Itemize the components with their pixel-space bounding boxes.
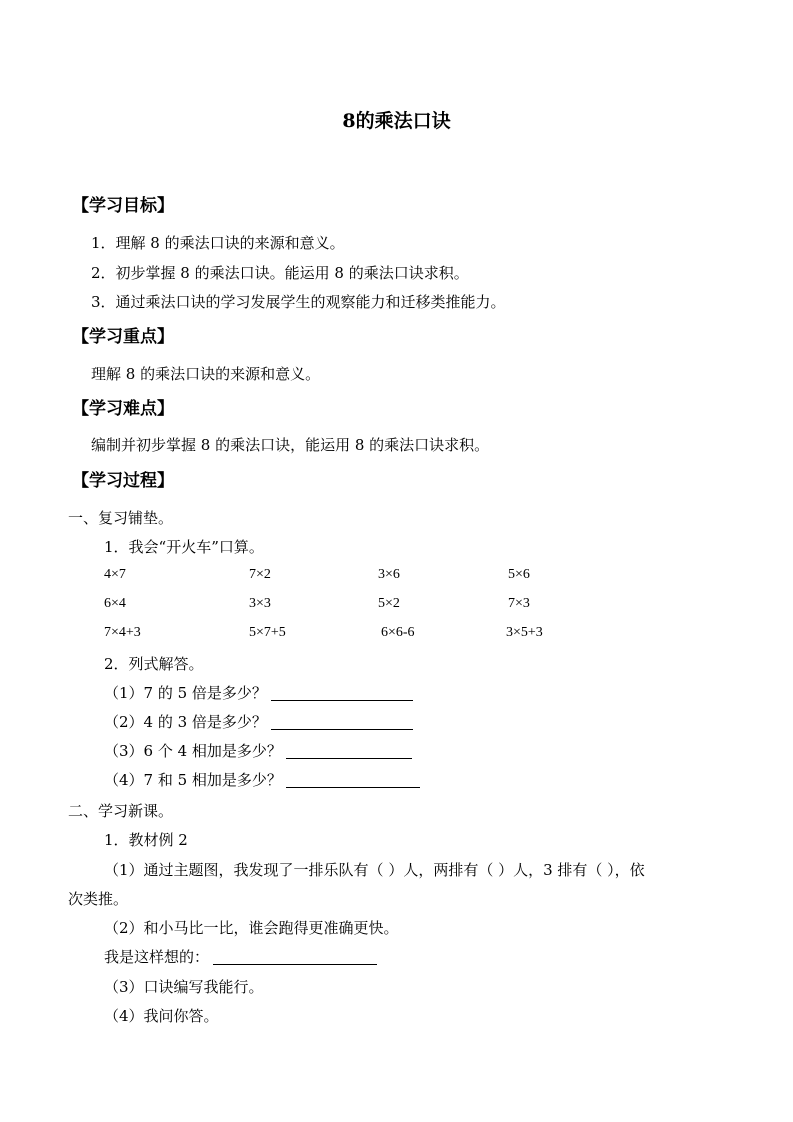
process-heading: 【学习过程】 <box>72 471 174 491</box>
question-3-text: （3）6 个 4 相加是多少？ <box>104 742 282 760</box>
key-point-text: 理解 8 的乘法口诀的来源和意义。 <box>91 365 321 383</box>
part2-sub3: （3）口诀编写我能行。 <box>104 978 264 996</box>
calc-cell: 5×7+5 <box>249 625 286 640</box>
goal-item-3: 3．通过乘法口诀的学习发展学生的观察能力和迁移类推能力。 <box>91 293 506 311</box>
calc-cell: 6×6-6 <box>381 625 415 640</box>
goals-heading: 【学习目标】 <box>72 196 174 216</box>
calc-cell: 7×4+3 <box>104 625 141 640</box>
calc-cell: 6×4 <box>104 596 126 611</box>
answer-blank-2[interactable] <box>271 713 413 730</box>
difficulty-heading: 【学习难点】 <box>72 399 174 419</box>
page-title: 8的乘法口诀 <box>342 110 451 132</box>
question-1-text: （1）7 的 5 倍是多少？ <box>104 684 267 702</box>
part2-item1: 1．教材例 2 <box>104 831 188 849</box>
part2-sub1-line1: （1）通过主题图，我发现了一排乐队有（ ）人，两排有（ ）人，3 排有（ ），依 <box>104 861 645 879</box>
goal-item-2: 2．初步掌握 8 的乘法口诀。能运用 8 的乘法口诀求积。 <box>91 264 469 282</box>
answer-blank-3[interactable] <box>286 742 412 759</box>
calc-cell: 3×3 <box>249 596 271 611</box>
part1-item2: 2．列式解答。 <box>104 655 204 673</box>
calc-cell: 3×6 <box>378 567 400 582</box>
part1-item1: 1．我会“开火车”口算。 <box>104 538 264 556</box>
question-1 <box>104 682 413 703</box>
question-2-text: （2）4 的 3 倍是多少？ <box>104 713 267 731</box>
calc-cell: 7×3 <box>508 596 530 611</box>
calc-cell: 4×7 <box>104 567 126 582</box>
think-label: 我是这样想的： <box>104 948 210 966</box>
answer-blank-4[interactable] <box>286 771 420 788</box>
part2-sub4: （4）我问你答。 <box>104 1007 219 1025</box>
part2-title: 二、学习新课。 <box>68 802 174 820</box>
think-line <box>104 946 377 967</box>
calc-cell: 3×5+3 <box>506 625 543 640</box>
part2-sub1-line2: 次类推。 <box>68 890 129 908</box>
question-4-text: （4）7 和 5 相加是多少？ <box>104 771 282 789</box>
answer-blank-1[interactable] <box>271 684 413 701</box>
calc-cell: 5×2 <box>378 596 400 611</box>
question-4 <box>104 769 420 790</box>
question-2 <box>104 711 413 732</box>
part1-title: 一、复习铺垫。 <box>68 509 174 527</box>
calc-cell: 7×2 <box>249 567 271 582</box>
difficulty-text: 编制并初步掌握 8 的乘法口诀，能运用 8 的乘法口诀求积。 <box>91 436 490 454</box>
goal-item-1: 1．理解 8 的乘法口诀的来源和意义。 <box>91 234 345 252</box>
calc-cell: 5×6 <box>508 567 530 582</box>
part2-sub2: （2）和小马比一比，谁会跑得更准确更快。 <box>104 919 399 937</box>
question-3 <box>104 740 412 761</box>
key-point-heading: 【学习重点】 <box>72 327 174 347</box>
think-answer-blank[interactable] <box>213 948 377 965</box>
